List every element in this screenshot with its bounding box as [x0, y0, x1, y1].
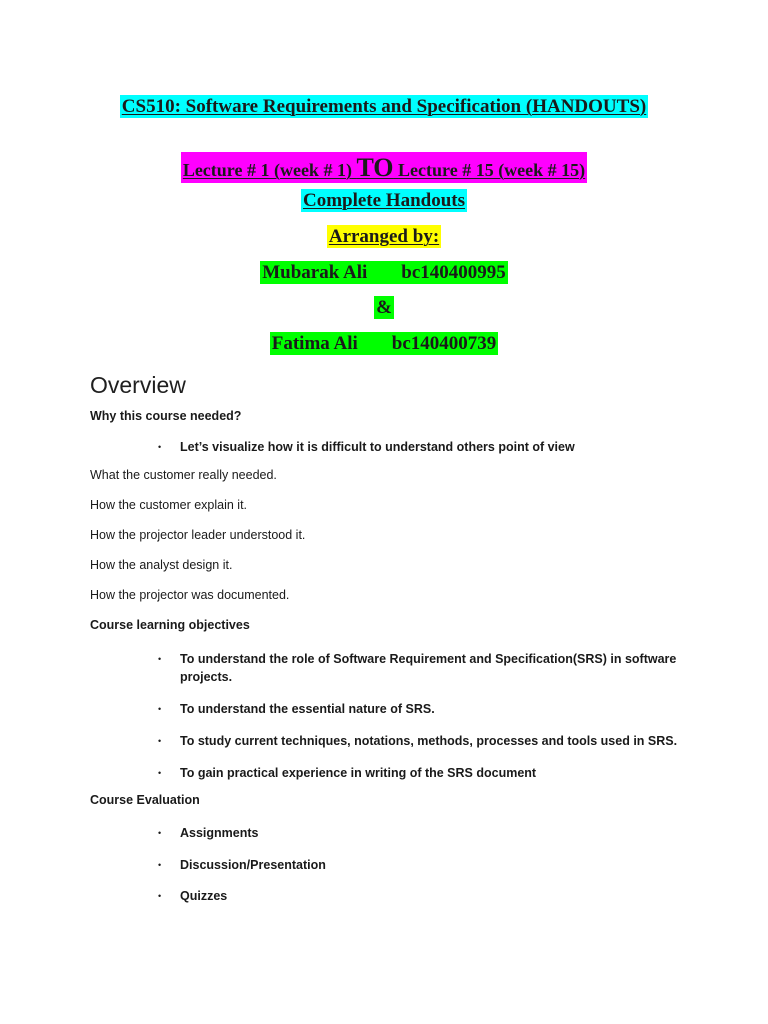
evaluation-text: Discussion/Presentation — [180, 858, 326, 872]
overview-heading: Overview — [90, 372, 186, 398]
evaluation-text: Assignments — [180, 826, 259, 840]
why-bullet-text: Let’s visualize how it is difficult to understand others point of view — [180, 440, 575, 454]
bullet-glyph: • — [158, 736, 162, 746]
objective-text: To understand the essential nature of SRS. — [180, 702, 435, 716]
arranged-by-line — [0, 225, 768, 248]
objective-text: To gain practical experience in writing of the SRS document — [180, 766, 537, 780]
author-2 — [270, 332, 499, 355]
evaluation-item — [158, 856, 678, 874]
lecture-from: Lecture # 1 (week # 1) — [182, 160, 352, 180]
evaluation-item — [158, 824, 678, 842]
body-line-5: How the projector was documented. — [90, 588, 290, 602]
body-line-1: What the customer really needed. — [90, 468, 277, 482]
objective-item — [158, 700, 678, 718]
author-line-1 — [0, 261, 768, 284]
author-2-name: Fatima Ali — [271, 333, 358, 354]
lecture-to-word: TO — [356, 153, 394, 182]
objective-text: To study current techniques, notations, methods, processes and tools used in SRS. — [180, 734, 678, 748]
author-line-2 — [0, 332, 768, 355]
bullet-glyph: • — [158, 442, 162, 452]
objectives-heading: Course learning objectives — [90, 618, 250, 632]
bullet-glyph: • — [158, 891, 162, 901]
complete-handouts: Complete Handouts — [302, 190, 466, 211]
why-bullet — [158, 438, 678, 456]
author-1-name: Mubarak Ali — [262, 262, 368, 283]
lecture-to: Lecture # 15 (week # 15) — [398, 160, 586, 180]
bullet-glyph: • — [158, 654, 162, 664]
ampersand-line — [0, 296, 768, 319]
course-title: CS510: Software Requirements and Specification (HANDOUTS) — [121, 96, 647, 117]
objective-item — [158, 764, 678, 782]
bullet-glyph: • — [158, 768, 162, 778]
bullet-glyph: • — [158, 828, 162, 838]
arranged-by: Arranged by: — [328, 226, 440, 247]
evaluation-item — [158, 887, 678, 905]
complete-handouts-line — [0, 189, 768, 212]
author-1 — [260, 261, 508, 284]
lecture-range — [181, 152, 587, 183]
why-heading: Why this course needed? — [90, 409, 242, 423]
ampersand: & — [376, 297, 392, 318]
body-line-3: How the projector leader understood it. — [90, 528, 306, 542]
evaluation-text: Quizzes — [180, 889, 228, 903]
course-title-line — [0, 95, 768, 118]
evaluation-heading: Course Evaluation — [90, 793, 200, 807]
body-line-4: How the analyst design it. — [90, 558, 233, 572]
author-2-id: bc140400739 — [391, 333, 497, 354]
body-line-2: How the customer explain it. — [90, 498, 248, 512]
author-1-id: bc140400995 — [401, 262, 506, 283]
bullet-glyph: • — [158, 704, 162, 714]
objective-item — [158, 732, 678, 750]
lecture-range-line — [0, 152, 768, 183]
objective-text: To understand the role of Software Requirement and Specification(SRS) in software projects. — [180, 652, 677, 684]
objective-item — [158, 650, 678, 686]
bullet-glyph: • — [158, 860, 162, 870]
